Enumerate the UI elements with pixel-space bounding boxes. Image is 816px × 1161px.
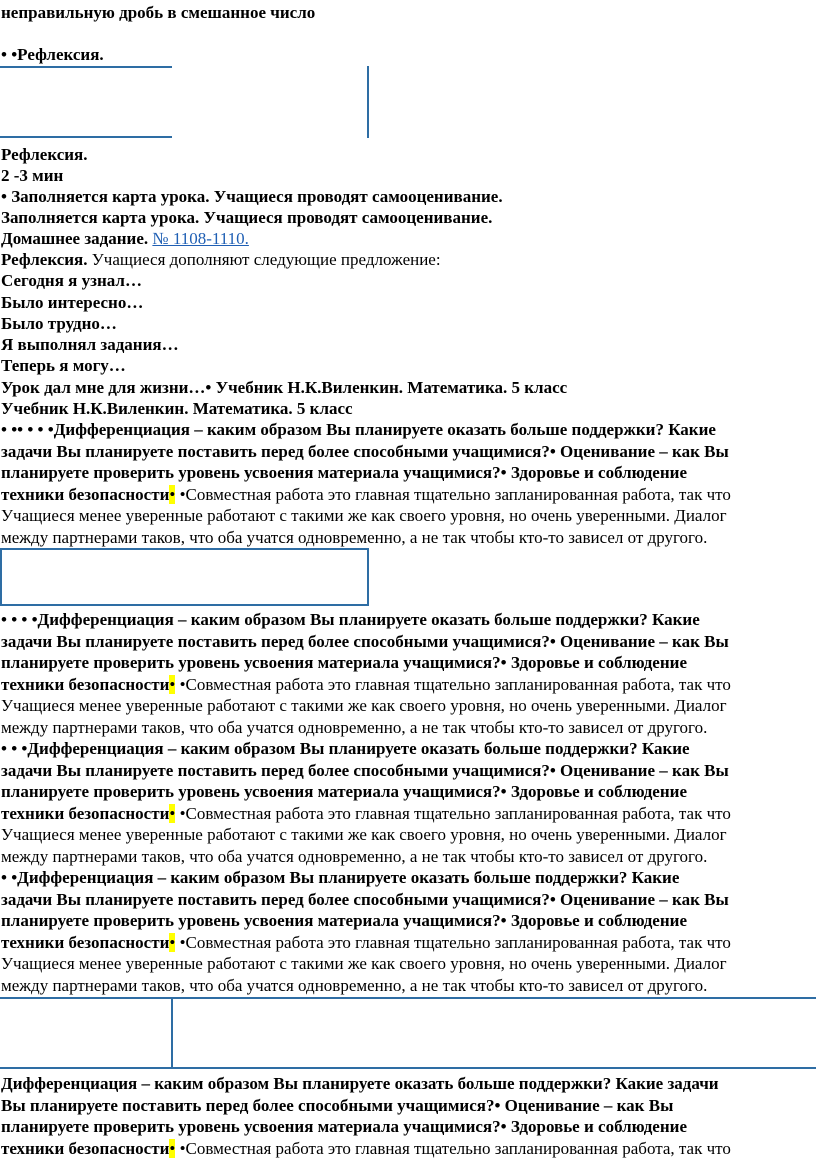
lesson-card: Заполняется карта урока. Учащиеся проводят самооценивание. <box>1 208 493 227</box>
block1-line3: планируете проверить уровень усвоения материала учащимися?• Здоровье и соблюдение <box>1 463 687 482</box>
block5-line2: Вы планируете поставить перед более способными учащимися?• Оценивание – как Вы <box>1 1096 674 1115</box>
bullet: • <box>179 485 186 504</box>
block5-line3: планируете проверить уровень усвоения материала учащимися?• Здоровье и соблюдение <box>1 1117 687 1136</box>
block4-line1: • •Дифференциация – каким образом Вы планируете оказать больше поддержки? Какие <box>1 868 680 887</box>
homework-label: Домашнее задание. <box>1 229 149 248</box>
block3-line1: • • •Дифференциация – каким образом Вы планируете оказать больше поддержки? Какие <box>1 739 690 758</box>
block2-line3: планируете проверить уровень усвоения материала учащимися?• Здоровье и соблюдение <box>1 653 687 672</box>
safety-label: техники безопасности <box>1 804 170 823</box>
block1-line5: Учащиеся менее уверенные работают с такими же как своего уровня, но очень уверенными. Диалог <box>1 506 727 525</box>
reflection-item: Было трудно… <box>1 314 117 333</box>
block5-line4 <box>1 1138 731 1160</box>
block5-line1: Дифференциация – каким образом Вы планируете оказать больше поддержки? Какие задачи <box>1 1074 719 1093</box>
table-rule <box>367 66 369 138</box>
reflection-heading: • •Рефлексия. <box>1 45 104 64</box>
table-rule <box>0 66 172 68</box>
block4-line2: задачи Вы планируете поставить перед более способными учащимися?• Оценивание – как Вы <box>1 890 729 909</box>
lesson-card-bullet: • Заполняется карта урока. Учащиеся проводят самооценивание. <box>1 187 503 206</box>
block2-line5: Учащиеся менее уверенные работают с такими же как своего уровня, но очень уверенными. Диалог <box>1 696 727 715</box>
life-line: Урок дал мне для жизни…• Учебник Н.К.Виленкин. Математика. 5 класс <box>1 378 568 397</box>
block1-line1: • •• • • •Дифференциация – каким образом Вы планируете оказать больше поддержки? Какие <box>1 420 716 439</box>
block3-line6: между партнерами таков, что оба учатся одновременно, а не так чтобы кто-то зависел от другого. <box>1 847 708 866</box>
block4-line4 <box>1 932 731 954</box>
reflection-item: Сегодня я узнал… <box>1 271 142 290</box>
block1-line4 <box>1 484 731 506</box>
table-rule <box>0 1067 816 1069</box>
bullet: • <box>179 804 186 823</box>
block4-line6: между партнерами таков, что оба учатся одновременно, а не так чтобы кто-то зависел от другого. <box>1 976 708 995</box>
table-box <box>0 550 369 606</box>
highlight-bullet: • <box>169 1139 176 1158</box>
table-rule <box>0 997 816 999</box>
table-rule <box>171 999 173 1069</box>
reflection-intro <box>1 249 441 271</box>
intro-line: неправильную дробь в смешанное число <box>1 3 316 22</box>
bullet: • <box>179 933 186 952</box>
highlight-bullet: • <box>169 485 176 504</box>
block4-line5: Учащиеся менее уверенные работают с такими же как своего уровня, но очень уверенными. Диалог <box>1 954 727 973</box>
highlight-bullet: • <box>169 933 176 952</box>
highlight-bullet: • <box>169 804 176 823</box>
reflection-item: Было интересно… <box>1 293 144 312</box>
safety-label: техники безопасности <box>1 1139 170 1158</box>
safety-label: техники безопасности <box>1 675 170 694</box>
block2-line1: • • • •Дифференциация – каким образом Вы планируете оказать больше поддержки? Какие <box>1 610 700 629</box>
bullet: • <box>179 1139 186 1158</box>
teamwork-text: Совместная работа это главная тщательно запланированная работа, так что <box>185 933 731 952</box>
block2-line6: между партнерами таков, что оба учатся одновременно, а не так чтобы кто-то зависел от другого. <box>1 718 708 737</box>
block2-line4 <box>1 674 731 696</box>
safety-label: техники безопасности <box>1 933 170 952</box>
table-rule <box>0 136 172 138</box>
reflection-text: Учащиеся дополняют следующие предложение: <box>87 250 441 269</box>
block3-line3: планируете проверить уровень усвоения материала учащимися?• Здоровье и соблюдение <box>1 782 687 801</box>
teamwork-text: Совместная работа это главная тщательно запланированная работа, так что <box>185 1139 731 1158</box>
teamwork-text: Совместная работа это главная тщательно запланированная работа, так что <box>185 485 731 504</box>
reflection-title: Рефлексия. <box>1 145 88 164</box>
highlight-bullet: • <box>169 675 176 694</box>
bullet: • <box>179 675 186 694</box>
reflection-label: Рефлексия. <box>1 250 88 269</box>
reflection-item: Я выполнял задания… <box>1 335 179 354</box>
reflection-item: Теперь я могу… <box>1 356 126 375</box>
block3-line2: задачи Вы планируете поставить перед более способными учащимися?• Оценивание – как Вы <box>1 761 729 780</box>
homework-link[interactable]: № 1108-1110. <box>152 229 249 248</box>
safety-label: техники безопасности <box>1 485 170 504</box>
block2-line2: задачи Вы планируете поставить перед более способными учащимися?• Оценивание – как Вы <box>1 632 729 651</box>
block4-line3: планируете проверить уровень усвоения материала учащимися?• Здоровье и соблюдение <box>1 911 687 930</box>
textbook-line: Учебник Н.К.Виленкин. Математика. 5 класс <box>1 399 353 418</box>
reflection-time: 2 -3 мин <box>1 166 64 185</box>
teamwork-text: Совместная работа это главная тщательно запланированная работа, так что <box>185 804 731 823</box>
block1-line6: между партнерами таков, что оба учатся одновременно, а не так чтобы кто-то зависел от другого. <box>1 528 708 547</box>
homework-line <box>1 228 249 250</box>
block3-line4 <box>1 803 731 825</box>
block1-line2: задачи Вы планируете поставить перед более способными учащимися?• Оценивание – как Вы <box>1 442 729 461</box>
teamwork-text: Совместная работа это главная тщательно запланированная работа, так что <box>185 675 731 694</box>
block3-line5: Учащиеся менее уверенные работают с такими же как своего уровня, но очень уверенными. Диалог <box>1 825 727 844</box>
